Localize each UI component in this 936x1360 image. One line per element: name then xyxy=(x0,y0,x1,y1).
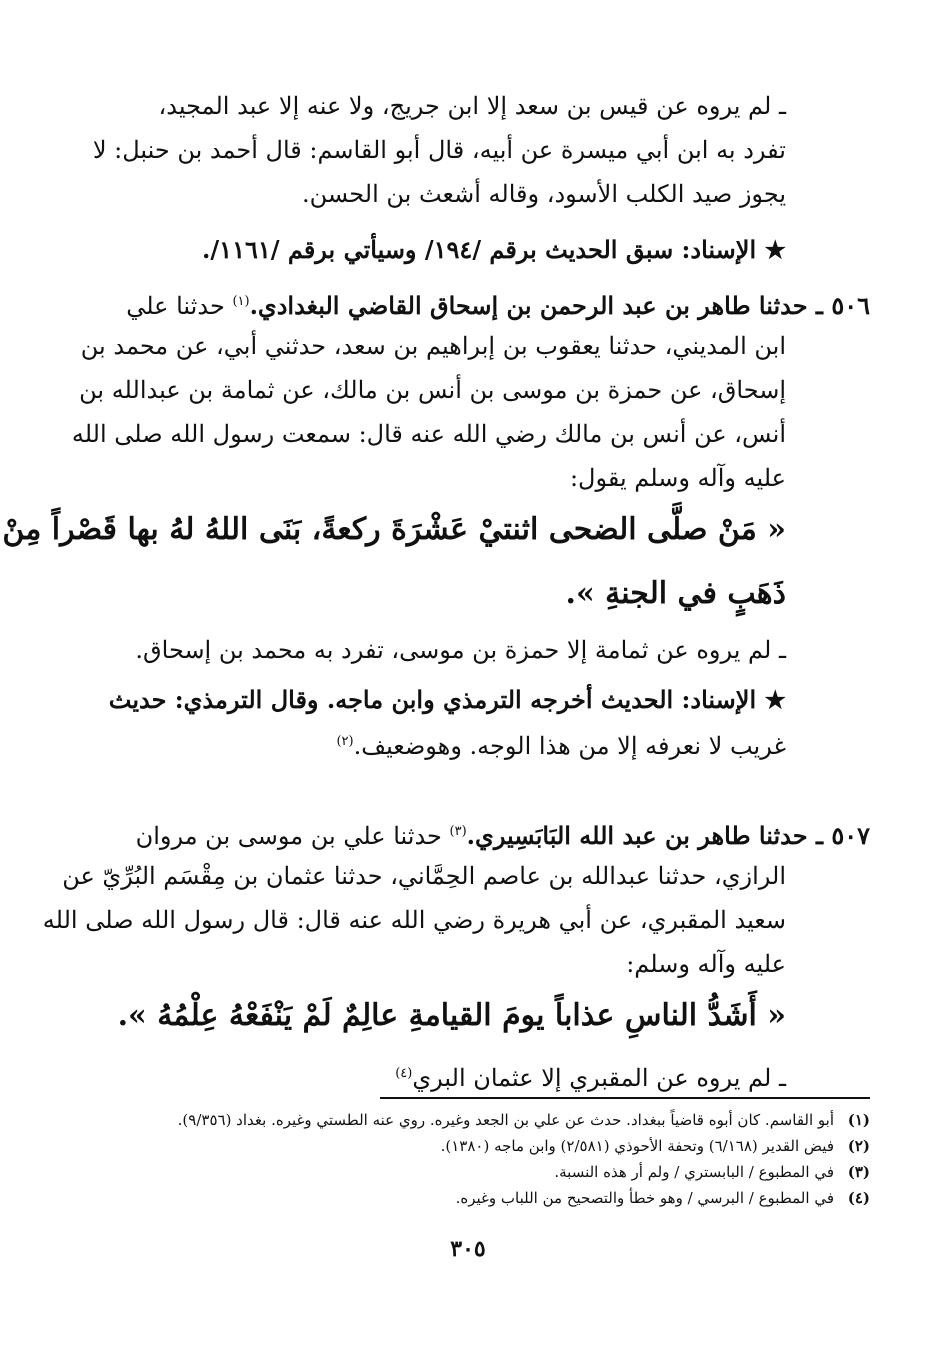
hadith-text: ذَهَبٍ في الجنةِ ». xyxy=(565,576,786,611)
footnote: (٢)فيض القدير (٦/١٦٨) وتحفة الأحوذي (٢/٥٨١) وابن ماجه (١٣٨٠). xyxy=(440,1137,870,1155)
footnote-ref: (٤) xyxy=(395,1066,413,1081)
isnad-line: ★ الإسناد: الحديث أخرجه الترمذي وابن ماجه. وقال الترمذي: حديث xyxy=(108,685,786,714)
footnote-divider xyxy=(380,1097,870,1099)
text-line: ـ لم يروه عن قيس بن سعد إلا ابن جريج، ولا عنه إلا عبد المجيد، xyxy=(158,92,786,120)
text-line: عليه وآله وسلم يقول: xyxy=(569,464,786,492)
text-line: ـ لم يروه عن المقبري إلا عثمان البري$^{(٤)}$ xyxy=(395,1064,786,1092)
hadith-506-heading: ٥٠٦ ـ حدثنا طاهر بن عبد الرحمن بن إسحاق القاضي البغدادي.$^{(١)}$ حدثنا علي xyxy=(126,291,870,320)
hadith-507-heading: ٥٠٧ ـ حدثنا طاهر بن عبد الله البَابَسِيري.$^{(٣)}$ حدثنا علي بن موسى بن مروان xyxy=(135,821,870,850)
isnad-line: ★ الإسناد: سبق الحديث برقم /١٩٤/ وسيأتي برقم /١١٦١/. xyxy=(202,235,786,264)
footnote-ref: (١) xyxy=(232,294,250,309)
text-line: ـ لم يروه عن ثمامة إلا حمزة بن موسى، تفرد به محمد بن إسحاق. xyxy=(135,636,786,664)
text-line: غريب لا نعرفه إلا من هذا الوجه. وهوضعيف.$^{(٢)}$ xyxy=(336,732,786,760)
footnote: (٣)في المطبوع / البابستري / ولم أر هذه النسبة. xyxy=(554,1163,870,1181)
star-icon: ★ xyxy=(756,685,786,714)
text-line: ابن المديني، حدثنا يعقوب بن إبراهيم بن سعد، حدثني أبي، عن محمد بن xyxy=(80,332,786,360)
text-line: تفرد به ابن أبي ميسرة عن أبيه، قال أبو القاسم: قال أحمد بن حنبل: لا xyxy=(92,136,786,164)
footnote-ref: (٣) xyxy=(449,824,467,839)
footnote: (٤)في المطبوع / البرسي / وهو خطأ والتصحيح من اللباب وغيره. xyxy=(455,1189,870,1207)
text-line: الرازي، حدثنا عبدالله بن عاصم الحِمَّاني، حدثنا عثمان بن مِقْسَم البُرِّيّ عن xyxy=(62,862,786,890)
hadith-text: « أَشَدُّ الناسِ عذاباً يومَ القيامةِ عالِمٌ لَمْ يَنْفَعْهُ عِلْمُهُ ». xyxy=(117,998,786,1033)
text-line: إسحاق، عن حمزة بن موسى بن أنس بن مالك، عن ثمامة بن عبدالله بن xyxy=(79,376,786,404)
text-line: أنس، عن أنس بن مالك رضي الله عنه قال: سمعت رسول الله صلى الله xyxy=(71,420,786,448)
hadith-text: « مَنْ صلَّى الضحى اثنتيْ عَشْرَةَ ركعةً، بَنَى اللهُ لهُ بها قَصْراً مِنْ xyxy=(2,512,786,547)
star-icon: ★ xyxy=(756,235,786,264)
page-number: ٣٠٥ xyxy=(450,1236,486,1262)
footnote-ref: (٢) xyxy=(336,734,354,749)
footnote: (١)أبو القاسم. كان أبوه قاضياً ببغداد. حدث عن علي بن الجعد وغيره. روي عنه الطستي وغيره. بغداد (٩/٣٥٦). xyxy=(177,1111,870,1129)
text-line: عليه وآله وسلم: xyxy=(626,950,786,978)
text-line: يجوز صيد الكلب الأسود، وقاله أشعث بن الحسن. xyxy=(301,180,786,208)
text-line: سعيد المقبري، عن أبي هريرة رضي الله عنه قال: قال رسول الله صلى الله xyxy=(42,906,786,934)
